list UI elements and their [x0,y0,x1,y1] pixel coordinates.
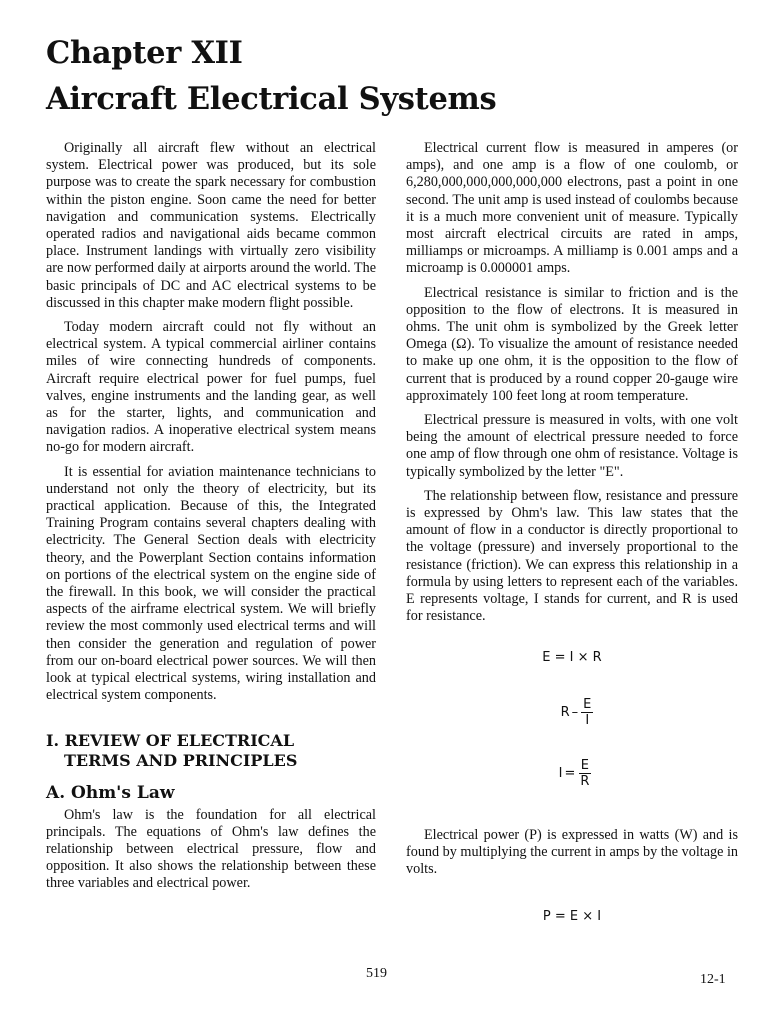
formula-e-equals-ir: E = I × R [542,650,602,666]
technician-paragraph: It is essential for aviation maintenance technicians to understand not only the theory of electricity, but its practical application. Because of this, the Integrated Training Program contains several chapters dealing with electricity. The General Section deals with electricity theory, and the Powerplant Section contains information on portions of the electrical system on the engine side of the firewall. In this book, we will consider the practical aspects of the airframe electrical system. We will briefly review the most commonly used electrical terms and will then consider the generation and regulation of power from our on-board electrical power sources. We will then look at typical electrical systems, wiring installation and electrical system components. [46,463,376,704]
ohms-relationship-paragraph: The relationship between flow, resistance and pressure is expressed by Ohm's law. This law states that the amount of flow in a conductor is directly proportional to the voltage (pressure) and inversely proportional to the resistance (friction). We can express this relationship in a formula by using letters to represent each of the variables. E represents voltage, I stands for current, and R is used for resistance. [406,487,738,625]
left-column [46,140,376,900]
resistance-paragraph: Electrical resistance is similar to friction and is the opposition to the flow of electrons. It is measured in ohms. The unit ohm is symbolized by the Greek letter Omega (Ω). To visualize the amount of resistance needed to make up one ohm, it is the opposition to the flow of current that is produced by a round copper 20-gauge wire approximately 100 feet long at room temperature. [406,284,738,404]
section-heading-line1: I. REVIEW OF ELECTRICAL [46,730,295,750]
formula-r-equals-e-over-i [416,697,738,728]
formula-3-lhs: I [558,765,563,781]
voltage-paragraph: Electrical pressure is measured in volts, with one volt being the amount of electrical pressure needed to force one amp of flow through one ohm of resistance. Voltage is typically symbolized by the letter "E". [406,412,738,480]
formula-3-fraction [578,758,591,789]
chapter-page-number: 12-1 [700,972,726,987]
power-paragraph: Electrical power (P) is expressed in watts (W) and is found by multiplying the current in amps by the voltage in volts. [406,826,738,878]
chapter-number: Chapter XII [46,35,243,71]
ohms-law-paragraph: Ohm's law is the foundation for all electrical principals. The equations of Ohm's law defines the relationship between electrical pressure, flow and opposition. It also shows the relationship between these three variables and electrical power. [46,806,376,892]
right-column [406,140,738,926]
section-heading-line2: TERMS AND PRINCIPLES [64,750,298,770]
page-number: 519 [366,966,387,981]
current-paragraph: Electrical current flow is measured in amperes (or amps), and one amp is a flow of one coulomb, or 6,280,000,000,000,000,000 electrons, past a point in one second. The unit amp is used instead of coulombs because it is a much more convenient unit of measure. Typically most aircraft electrical circuits are rated in amps, milliamps or microamps. A milliamp is 0.001 amps and a microamp is 0.000001 amps. [406,140,738,277]
formula-2-operator: – [571,704,579,720]
intro-paragraph: Originally all aircraft flew without an electrical system. Electrical power was produced, but its sole purpose was to create the spark necessary for combustion within the piston engine. Soon came the need for better navigation and communication systems. Electrically operated radios and navigational aids became common place. Instrument landings with virtually zero visibility are now performed daily at airports around the world. The basic principals of DC and AC electrical systems to be discussed in this chapter make modern flight possible. [46,140,376,311]
formula-2-lhs: R [560,704,570,720]
ohms-law-heading: A. Ohm's Law [46,782,175,803]
page-title [46,30,496,122]
chapter-title: Aircraft Electrical Systems [46,81,497,117]
formula-2-denominator: I [585,712,590,728]
modern-aircraft-paragraph: Today modern aircraft could not fly without an electrical system. A typical commercial airliner contains miles of wire connecting hundreds of components. Aircraft require electrical power for fuel pumps, fuel valves, engine instruments and the landing gear, as well as for the starter, lights, and communication and navigation radios. A inoperative electrical system means no-go for modern aircraft. [46,319,376,456]
formula-3-operator: = [564,765,576,781]
section-heading [46,731,376,771]
formula-2-numerator: E [583,696,592,712]
formula-i-equals-e-over-r [412,758,738,789]
formula-2-fraction [581,697,593,728]
formula-3-numerator: E [580,757,589,773]
formula-p-equals-ei: P = E × I [542,909,602,925]
formula-3-denominator: R [580,773,590,789]
